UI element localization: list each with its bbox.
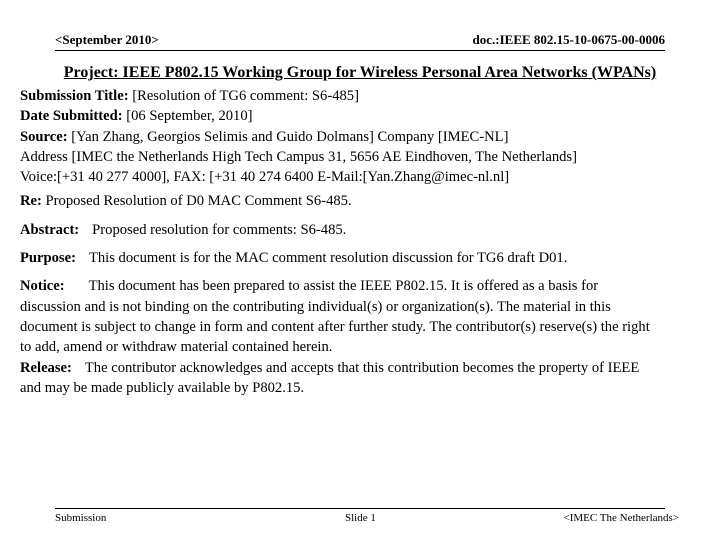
notice-text-3: document is subject to change in form and content after further study. The contributor(s) reserve(s) the right — [20, 318, 650, 335]
re-value: Proposed Resolution of D0 MAC Comment S6-485. — [45, 193, 352, 210]
document-body — [20, 86, 712, 398]
address-line: Address [IMEC the Netherlands High Tech Campus 31, 5656 AE Eindhoven, The Netherlands] — [20, 148, 577, 165]
purpose-value: This document is for the MAC comment resolution discussion for TG6 draft D01. — [88, 250, 568, 267]
submission-title-line — [20, 86, 712, 106]
release-text-2: and may be made publicly available by P802.15. — [20, 379, 305, 396]
date-submitted-value: [06 September, 2010] — [126, 108, 253, 125]
project-title: Project: IEEE P802.15 Working Group for Wireless Personal Area Networks (WPANs) — [63, 64, 657, 81]
footer-organization: <IMEC The Netherlands> — [563, 512, 679, 524]
abstract-line — [20, 220, 712, 240]
abstract-label: Abstract: — [20, 221, 80, 238]
footer-submission: Submission — [55, 512, 107, 524]
notice-label: Notice: — [20, 278, 65, 295]
purpose-line — [20, 248, 712, 268]
notice-line-1 — [20, 276, 712, 296]
purpose-label: Purpose: — [20, 250, 76, 267]
header-date: <September 2010> — [55, 32, 159, 47]
voice-line: Voice:[+31 40 277 4000], FAX: [+31 40 274 6400 E-Mail:[Yan.Zhang@imec-nl.nl] — [20, 169, 510, 186]
re-line — [20, 191, 712, 211]
submission-title-value: [Resolution of TG6 comment: S6-485] — [132, 88, 359, 104]
source-label: Source: — [20, 128, 68, 145]
notice-text-2: discussion and is not binding on the contributing individual(s) or organization(s). The material in this — [20, 298, 611, 315]
footer-rule — [55, 508, 665, 509]
release-text-1: The contributor acknowledges and accepts that this contribution becomes the property of IEEE — [84, 359, 640, 376]
footer-slide-number: Slide 1 — [345, 512, 376, 524]
re-label: Re: — [20, 193, 42, 210]
release-label: Release: — [20, 359, 72, 376]
source-line — [20, 127, 712, 147]
release-line-1 — [20, 358, 712, 378]
source-value: [Yan Zhang, Georgios Selimis and Guido Dolmans] Company [IMEC-NL] — [71, 128, 509, 145]
header-doc-id: doc.:IEEE 802.15-10-0675-00-0006 — [472, 32, 665, 47]
header-rule — [55, 50, 665, 51]
date-submitted-label: Date Submitted: — [20, 108, 123, 125]
notice-text-4: to add, amend or withdraw material contained herein. — [20, 339, 333, 356]
submission-title-label: Submission Title: — [20, 88, 129, 104]
abstract-value: Proposed resolution for comments: S6-485. — [92, 221, 347, 238]
notice-text-1: This document has been prepared to assist the IEEE P802.15. It is offered as a basis for — [88, 278, 599, 295]
date-submitted-line — [20, 106, 712, 126]
